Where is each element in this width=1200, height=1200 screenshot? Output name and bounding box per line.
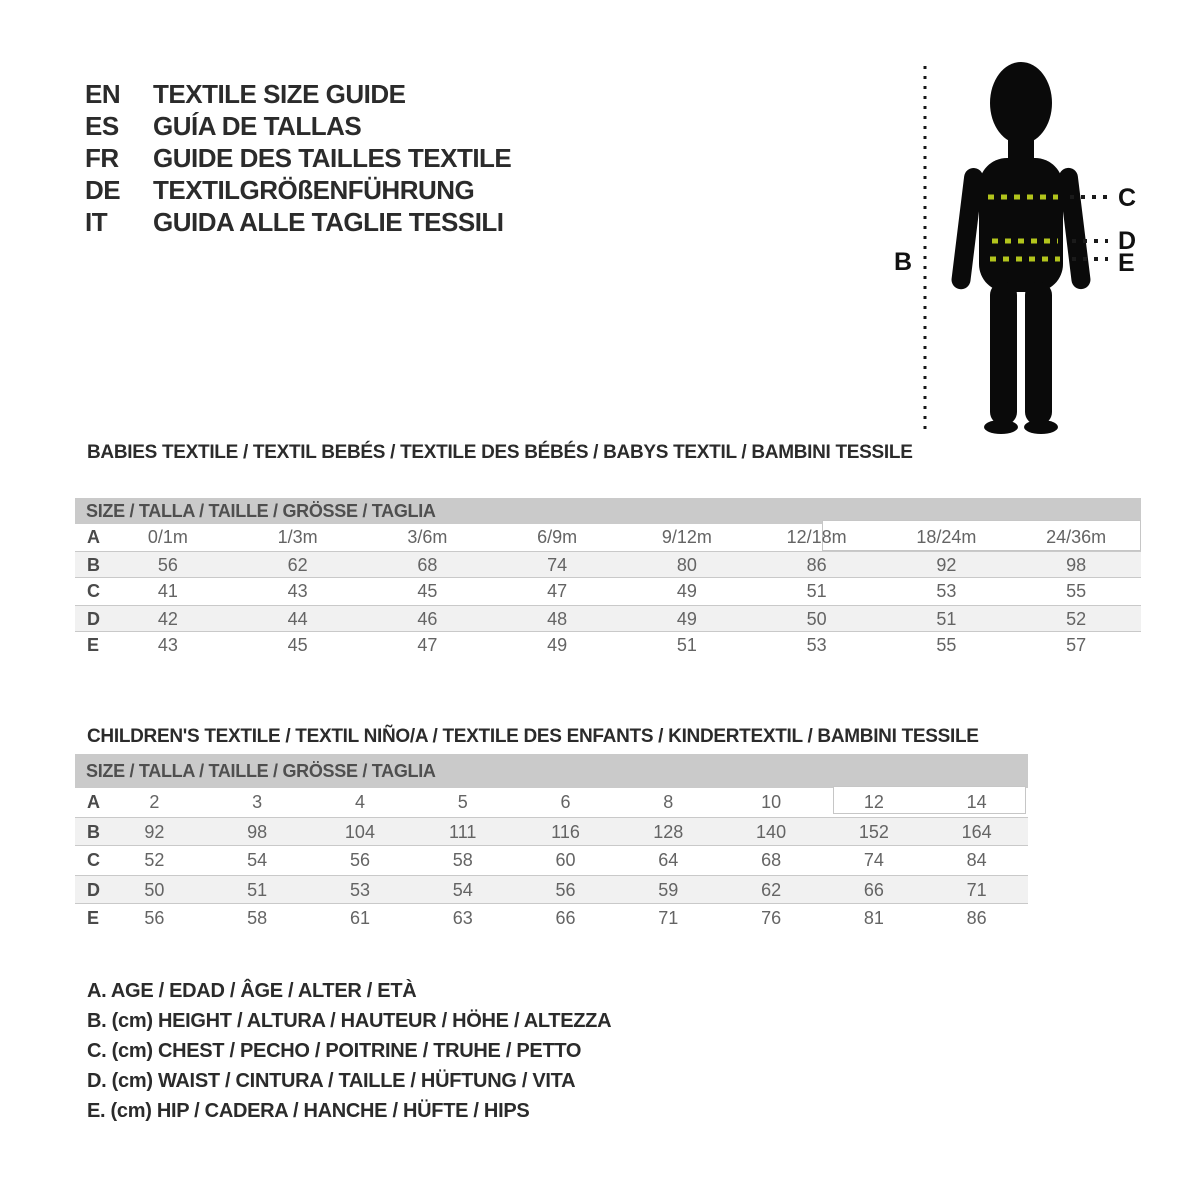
table-cell: 24/36m: [1046, 527, 1107, 547]
table-cell: 140: [756, 822, 787, 842]
table-cell: 104: [344, 822, 375, 842]
table-cell: 56: [144, 908, 165, 928]
table-cell: 0/1m: [147, 527, 188, 547]
table-cell: 55: [936, 635, 957, 655]
table-cell: 51: [676, 635, 697, 655]
table-cell: 47: [417, 635, 438, 655]
table-cell: 14: [966, 792, 987, 812]
language-title-row: [85, 78, 511, 110]
table-row: [75, 788, 1028, 817]
row-label: C: [87, 581, 100, 601]
table-cell: 92: [144, 822, 165, 842]
table-cell: 52: [144, 850, 165, 870]
table-cell: 76: [761, 908, 782, 928]
table-cell: 4: [354, 792, 365, 812]
language-code: IT: [85, 207, 108, 237]
table-row: [75, 632, 1141, 659]
table-row: [75, 551, 1141, 578]
table-cell: 59: [658, 880, 679, 900]
table-cell: 53: [349, 880, 370, 900]
table-cell: 3/6m: [407, 527, 448, 547]
table-cell: 8: [663, 792, 674, 812]
table-cell: 49: [547, 635, 568, 655]
table-cell: 51: [806, 581, 827, 601]
table-cell: 5: [457, 792, 468, 812]
measurement-figure: [880, 50, 1160, 440]
table-cell: 81: [863, 908, 884, 928]
table-cell: 56: [157, 555, 178, 575]
table-cell: 49: [676, 609, 697, 629]
language-code: DE: [85, 175, 121, 205]
language-code: FR: [85, 143, 119, 173]
row-label: B: [87, 555, 100, 575]
table-cell: 9/12m: [661, 527, 712, 547]
hip-label: E: [1118, 249, 1135, 277]
table-cell: 45: [287, 635, 308, 655]
table-cell: 64: [658, 850, 679, 870]
row-label: C: [87, 850, 100, 870]
table-cell: 152: [858, 822, 889, 842]
table-cell: 111: [449, 822, 477, 842]
table-row: [75, 605, 1141, 632]
table-cell: 92: [936, 555, 957, 575]
row-label: B: [87, 822, 100, 842]
legend-line: D. (cm) WAIST / CINTURA / TAILLE / HÜFTUNG / VITA: [87, 1070, 576, 1092]
language-title-row: [85, 174, 511, 206]
language-title: GUIDA ALLE TAGLIE TESSILI: [153, 207, 504, 237]
language-title: GUIDE DES TAILLES TEXTILE: [153, 143, 512, 173]
table-cell: 2: [149, 792, 160, 812]
language-title-row: [85, 206, 511, 238]
language-title: GUÍA DE TALLAS: [153, 111, 362, 141]
babies-size-header-bar: SIZE / TALLA / TAILLE / GRÖSSE / TAGLIA: [75, 498, 1141, 524]
table-cell: 128: [653, 822, 684, 842]
table-cell: 45: [417, 581, 438, 601]
row-label: E: [87, 635, 100, 655]
table-cell: 42: [157, 609, 178, 629]
table-cell: 1/3m: [277, 527, 318, 547]
measurement-legend: [87, 976, 611, 1126]
language-title-row: [85, 142, 511, 174]
babies-section-heading: BABIES TEXTILE / TEXTIL BEBÉS / TEXTILE DES BÉBÉS / BABYS TEXTIL / BAMBINI TESSILE: [87, 442, 913, 463]
children-section-heading: CHILDREN'S TEXTILE / TEXTIL NIÑO/A / TEXTILE DES ENFANTS / KINDERTEXTIL / BAMBINI TESSILE: [87, 726, 979, 747]
table-cell: 98: [1066, 555, 1087, 575]
table-cell: 56: [555, 880, 576, 900]
table-cell: 44: [287, 609, 308, 629]
table-cell: 60: [555, 850, 576, 870]
table-cell: 48: [547, 609, 568, 629]
table-cell: 51: [936, 609, 957, 629]
row-label: D: [87, 880, 100, 900]
legend-line: E. (cm) HIP / CADERA / HANCHE / HÜFTE / HIPS: [87, 1100, 530, 1122]
table-cell: 49: [676, 581, 697, 601]
language-title: TEXTILGRÖßENFÜHRUNG: [153, 175, 475, 205]
language-title-list: [85, 78, 511, 238]
table-cell: 18/24m: [916, 527, 977, 547]
table-cell: 71: [966, 880, 987, 900]
table-cell: 47: [547, 581, 568, 601]
legend-line: B. (cm) HEIGHT / ALTURA / HAUTEUR / HÖHE / ALTEZZA: [87, 1010, 612, 1032]
table-cell: 53: [936, 581, 957, 601]
table-cell: 57: [1066, 635, 1087, 655]
table-cell: 3: [252, 792, 263, 812]
table-row: [75, 817, 1028, 846]
table-row: [75, 578, 1141, 605]
table-cell: 62: [761, 880, 782, 900]
table-cell: 61: [349, 908, 370, 928]
table-cell: 41: [157, 581, 178, 601]
table-cell: 71: [658, 908, 679, 928]
legend-line: C. (cm) CHEST / PECHO / POITRINE / TRUHE / PETTO: [87, 1040, 582, 1062]
language-code: ES: [85, 111, 119, 141]
chest-label: C: [1118, 184, 1137, 212]
height-label: B: [894, 248, 913, 276]
table-cell: 55: [1066, 581, 1087, 601]
table-cell: 53: [806, 635, 827, 655]
table-cell: 74: [547, 555, 568, 575]
row-label: E: [87, 908, 100, 928]
table-row: [75, 846, 1028, 875]
table-row: [75, 904, 1028, 933]
language-title-row: [85, 110, 511, 142]
table-cell: 50: [806, 609, 827, 629]
row-label: A: [87, 527, 100, 547]
table-cell: 80: [676, 555, 697, 575]
table-cell: 98: [247, 822, 268, 842]
language-code: EN: [85, 79, 121, 109]
table-cell: 51: [247, 880, 268, 900]
table-cell: 62: [287, 555, 308, 575]
table-cell: 164: [961, 822, 992, 842]
table-cell: 54: [247, 850, 268, 870]
table-cell: 43: [287, 581, 308, 601]
table-cell: 43: [157, 635, 178, 655]
waist-label: D: [1118, 227, 1137, 255]
legend-line: A. AGE / EDAD / ÂGE / ALTER / ETÀ: [87, 980, 417, 1002]
table-cell: 66: [555, 908, 576, 928]
table-cell: 116: [551, 822, 580, 842]
table-cell: 10: [761, 792, 782, 812]
babies-size-table: [75, 498, 1141, 659]
table-cell: 74: [863, 850, 884, 870]
table-cell: 68: [417, 555, 438, 575]
table-cell: 50: [144, 880, 165, 900]
table-cell: 84: [966, 850, 987, 870]
table-cell: 66: [863, 880, 884, 900]
table-cell: 56: [349, 850, 370, 870]
table-row: [75, 524, 1141, 551]
language-title: TEXTILE SIZE GUIDE: [153, 79, 406, 109]
table-cell: 6/9m: [537, 527, 578, 547]
table-cell: 54: [452, 880, 473, 900]
child-silhouette-icon: [950, 62, 1091, 434]
table-cell: 68: [761, 850, 782, 870]
table-cell: 63: [452, 908, 473, 928]
table-cell: 58: [452, 850, 473, 870]
table-cell: 58: [247, 908, 268, 928]
table-cell: 12/18m: [786, 527, 847, 547]
table-cell: 6: [560, 792, 571, 812]
row-label: A: [87, 792, 100, 812]
children-table-rows: [75, 788, 1028, 933]
babies-table-rows: [75, 524, 1141, 659]
children-size-table: [75, 754, 1028, 933]
table-cell: 12: [863, 792, 884, 812]
table-row: [75, 875, 1028, 904]
table-cell: 46: [417, 609, 438, 629]
table-cell: 86: [966, 908, 987, 928]
table-cell: 86: [806, 555, 827, 575]
row-label: D: [87, 609, 100, 629]
table-cell: 52: [1066, 609, 1087, 629]
children-size-header-bar: SIZE / TALLA / TAILLE / GRÖSSE / TAGLIA: [75, 754, 1028, 788]
